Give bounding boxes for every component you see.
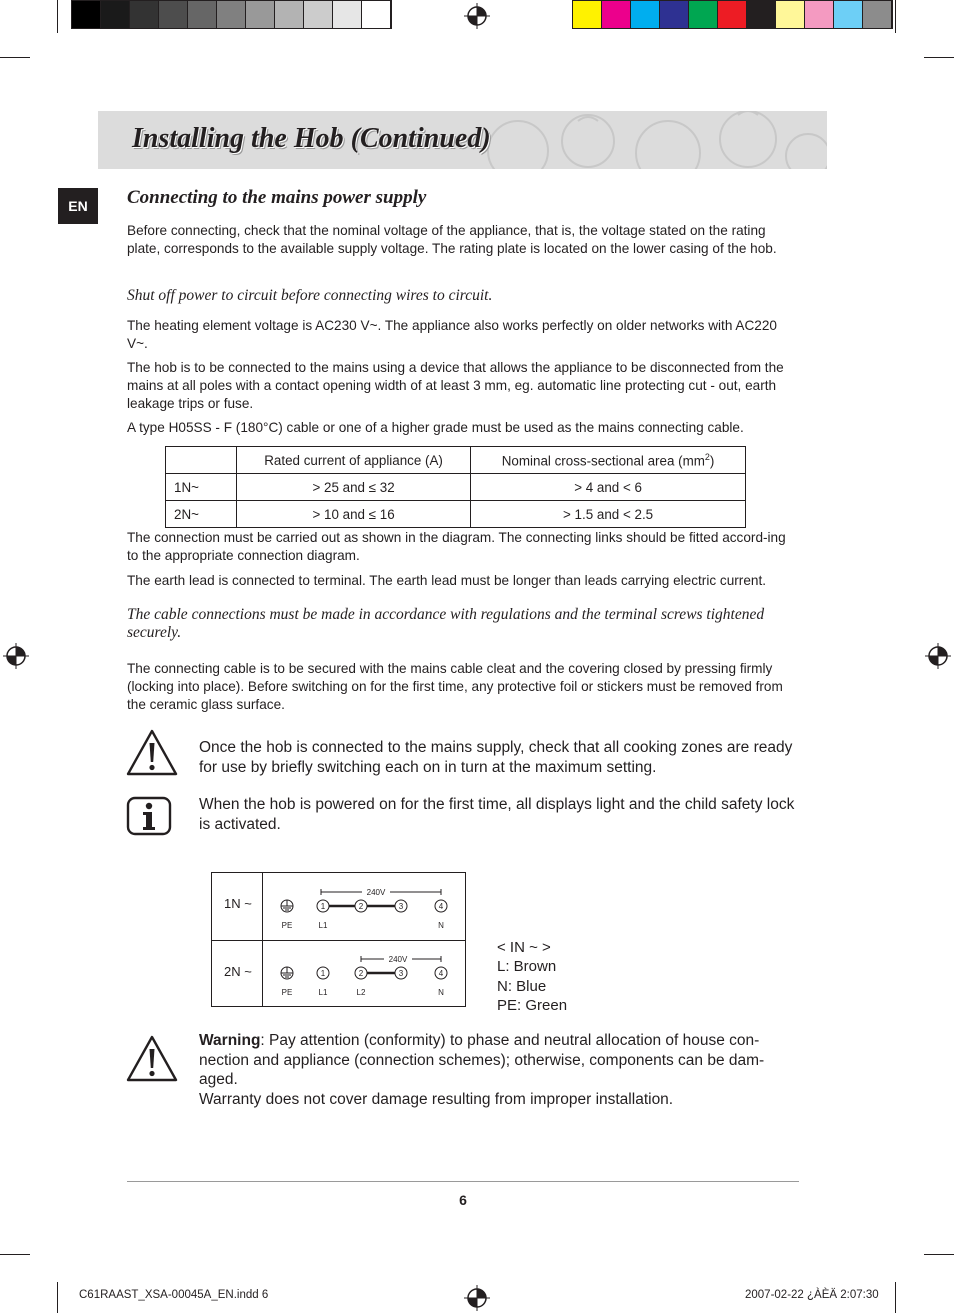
- diagram-row-label-1n: 1N ~: [224, 896, 252, 911]
- paragraph-earth-lead: The earth lead is connected to terminal. The earth lead must be longer than leads carrying electric current.: [127, 573, 766, 588]
- page-number: 6: [459, 1192, 467, 1208]
- footer-divider: [127, 1181, 799, 1182]
- color-swatch: [631, 1, 660, 28]
- warning-text: : Pay attention (conformity) to phase and neutral allocation of house con-nection and appliance (connection schemes); otherwise, components can be dam-aged.: [199, 1032, 765, 1088]
- gray-swatch: [188, 1, 217, 28]
- legend-line: PE: Green: [497, 996, 568, 1014]
- table-header-current: Rated current of appliance (A): [237, 447, 471, 474]
- paragraph-disconnect-device: The hob is to be connected to the mains using a device that allows the appliance to be disconnected from the mains at all poles with a contact opening width of at least 3 mm, eg. automatic line protecting cut - out, earth leakage trips or fuse.: [127, 360, 784, 411]
- table-row: [166, 501, 746, 528]
- crop-mark: [895, 0, 896, 33]
- vegetable-watermark-icon: [478, 111, 827, 169]
- color-swatch: [573, 1, 602, 28]
- gray-swatch: [275, 1, 304, 28]
- terminal-number: 1: [320, 969, 326, 978]
- grayscale-calibration-strip: [71, 0, 392, 29]
- crop-mark: [0, 1254, 30, 1255]
- color-swatch: [689, 1, 718, 28]
- terminal-number: 2: [358, 902, 364, 911]
- gray-swatch: [362, 1, 391, 28]
- paragraph-cable-type: A type H05SS - F (180°C) cable or one of a higher grade must be used as the mains connecting cable.: [127, 420, 744, 435]
- crop-mark: [0, 57, 30, 58]
- header-band: [98, 111, 827, 169]
- color-swatch: [805, 1, 834, 28]
- color-swatch: [660, 1, 689, 28]
- table-corner-cell: [166, 447, 237, 474]
- connection-diagram: [211, 872, 466, 1007]
- date-slug: 2007-02-22 ¿ÀÈÄ 2:07:30: [745, 1289, 879, 1301]
- terminal-number: 2: [358, 969, 364, 978]
- crop-mark: [924, 1254, 954, 1255]
- color-swatch: [718, 1, 747, 28]
- color-swatch: [834, 1, 863, 28]
- lead-label: PE: [281, 921, 293, 930]
- gray-swatch: [72, 1, 101, 28]
- terminal-number: 3: [398, 969, 404, 978]
- gray-swatch: [246, 1, 275, 28]
- table-header-area-text: Nominal cross-sectional area (mm: [501, 453, 705, 469]
- registration-target-icon: [925, 643, 951, 669]
- gray-swatch: [101, 1, 130, 28]
- registration-target-icon: [464, 1285, 490, 1311]
- terminal-number: 1: [320, 902, 326, 911]
- table-cell-area: > 1.5 and < 2.5: [471, 501, 746, 528]
- table-cell-area: > 4 and < 6: [471, 474, 746, 501]
- terminal-number: 4: [438, 969, 444, 978]
- lead-label: L2: [356, 988, 366, 997]
- table-header-area-sup: 2: [704, 451, 710, 462]
- lead-label: L1: [318, 988, 328, 997]
- crop-mark: [924, 57, 954, 58]
- italic-note-shut-off: Shut off power to circuit before connecting wires to circuit.: [127, 287, 493, 304]
- diagram-voltage-label: 240V: [388, 955, 408, 964]
- lead-label: N: [438, 988, 444, 997]
- paragraph-voltage: The heating element voltage is AC230 V~. The appliance also works perfectly on older networks with AC220 V~.: [127, 318, 777, 351]
- terminal-number: 3: [398, 902, 404, 911]
- table-cell-current: > 10 and ≤ 16: [237, 501, 471, 528]
- table-cell-label: 1N~: [166, 474, 237, 501]
- legend-line: < IN ~ >: [497, 939, 551, 956]
- gray-swatch: [130, 1, 159, 28]
- warning-label: Warning: [199, 1032, 261, 1049]
- cable-spec-table: [165, 446, 746, 528]
- legend-line: N: Blue: [497, 977, 547, 995]
- warning-triangle-icon: [126, 1034, 178, 1082]
- diagram-2n-schematic: [263, 940, 465, 1006]
- paragraph-rating-plate: Before connecting, check that the nominal voltage of the appliance, that is, the voltage stated on the rating plate, corresponds to the available supply voltage. The rating plate is located on the lower casing of the hob.: [127, 223, 777, 256]
- table-row: [166, 474, 746, 501]
- color-calibration-strip: [572, 0, 893, 29]
- terminal-number: 4: [438, 902, 444, 911]
- paragraph-connection-diagram: The connection must be carried out as shown in the diagram. The connecting links should be fitted accord-ing to the appropriate connection diagram.: [127, 530, 786, 563]
- info-note-child-lock: When the hob is powered on for the first time, all displays light and the child safety lock is activated.: [199, 796, 795, 833]
- color-swatch: [863, 1, 892, 28]
- diagram-row-label-2n: 2N ~: [224, 964, 252, 979]
- italic-note-regulations: The cable connections must be made in accordance with regulations and the terminal screws tightened securely.: [127, 606, 765, 641]
- diagram-voltage-label: 240V: [366, 888, 386, 897]
- crop-mark: [895, 1282, 896, 1313]
- table-header-area-close: ): [709, 453, 715, 469]
- registration-target-icon: [464, 3, 490, 29]
- table-header-area: [471, 447, 746, 474]
- color-swatch: [602, 1, 631, 28]
- color-swatch: [776, 1, 805, 28]
- caution-note-cooking-zones: Once the hob is connected to the mains supply, check that all cooking zones are ready for use by briefly switching each on in turn at the maximum setting.: [199, 739, 793, 776]
- warning-triangle-icon: [126, 728, 178, 776]
- table-header-row: [166, 447, 746, 474]
- gray-swatch: [304, 1, 333, 28]
- paragraph-cable-cleat: The connecting cable is to be secured with the mains cable cleat and the covering closed by pressing firmly (locking into place). Before switching on for the first time, any protective foil or stickers must be removed from the ceramic glass surface.: [127, 661, 783, 712]
- warranty-text: Warranty does not cover damage resulting from improper installation.: [199, 1090, 674, 1108]
- legend-line: L: Brown: [497, 958, 557, 976]
- lead-label: PE: [281, 988, 293, 997]
- page-title: Installing the Hob (Continued): [132, 123, 491, 154]
- file-slug: C61RAAST_XSA-00045A_EN.indd 6: [79, 1289, 269, 1301]
- table-cell-label: 2N~: [166, 501, 237, 528]
- gray-swatch: [217, 1, 246, 28]
- crop-mark: [57, 1282, 58, 1313]
- crop-mark: [57, 0, 58, 33]
- registration-target-icon: [3, 643, 29, 669]
- section-title: Connecting to the mains power supply: [127, 187, 427, 208]
- gray-swatch: [159, 1, 188, 28]
- warning-note: [199, 1031, 799, 1109]
- lead-label: L1: [318, 921, 328, 930]
- wire-color-legend: [497, 938, 567, 1015]
- diagram-1n-schematic: [263, 873, 465, 939]
- language-tag: EN: [58, 188, 98, 224]
- color-swatch: [747, 1, 776, 28]
- lead-label: N: [438, 921, 444, 930]
- gray-swatch: [333, 1, 362, 28]
- info-icon: [126, 796, 172, 836]
- table-cell-current: > 25 and ≤ 32: [237, 474, 471, 501]
